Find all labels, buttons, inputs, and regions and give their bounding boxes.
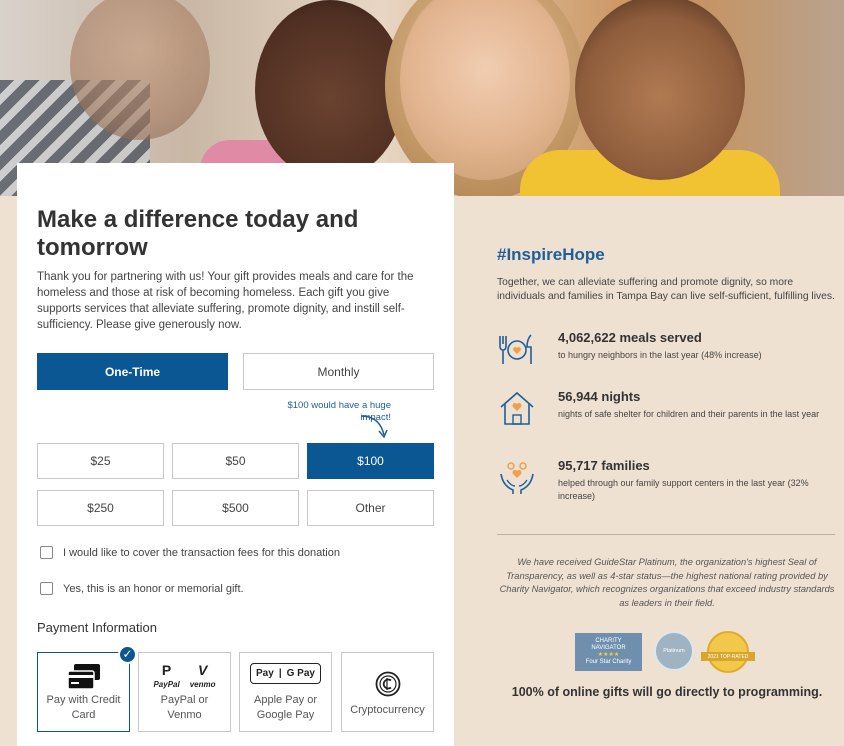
honor-gift-checkbox-row[interactable] <box>40 582 244 595</box>
rating-badges <box>575 629 757 677</box>
hero-child-background <box>70 0 210 140</box>
stat-families-headline: 95,717 families <box>558 458 650 473</box>
hero-child-face <box>575 0 745 180</box>
google-pay-logo-text: G Pay <box>286 668 315 679</box>
closing-statement: 100% of online gifts will go directly to programming. <box>511 685 823 699</box>
payment-heading: Payment Information <box>37 620 157 635</box>
amount-other-button[interactable]: Other <box>307 490 434 526</box>
impact-hint: $100 would have a huge impact! <box>287 400 391 423</box>
inspire-hashtag: #InspireHope <box>497 245 605 264</box>
apple-pay-logo-text: Pay <box>256 668 274 679</box>
stat-nights-detail: nights of safe shelter for children and their parents in the last year <box>558 409 820 419</box>
family-hands-icon <box>497 458 537 498</box>
house-heart-icon <box>497 389 537 429</box>
stat-nights-headline: 56,944 nights <box>558 389 641 404</box>
pay-apple-google-option[interactable] <box>239 652 332 732</box>
amount-100-button[interactable]: $100 <box>307 443 434 479</box>
stat-meals-detail: to hungry neighbors in the last year (48% increase) <box>558 350 762 360</box>
frequency-monthly-button[interactable]: Monthly <box>243 353 434 390</box>
pay-apple-google-label: Apple Pay or Google Pay <box>254 694 317 721</box>
amount-250-button[interactable]: $250 <box>37 490 164 526</box>
cover-fees-checkbox-row[interactable] <box>40 546 340 559</box>
stat-meals-headline: 4,062,622 meals served <box>558 330 702 345</box>
pay-crypto-label: Cryptocurrency <box>350 703 425 716</box>
frequency-one-time-button[interactable]: One-Time <box>37 353 228 390</box>
guidestar-platinum-seal: Platinum <box>654 631 694 671</box>
pay-paypal-venmo-option[interactable] <box>138 652 231 732</box>
paypal-logo-text: PayPal <box>153 680 180 689</box>
donation-intro: Thank you for partnering with us! Your gift provides meals and care for the homeless and those at risk of becoming homeless. Each gift you give supports services that alleviate suffering, promote dignity, and instill self-sufficiency. Please give generously now. <box>37 271 414 331</box>
donation-form-card <box>17 163 454 746</box>
hero-child-face <box>255 0 405 180</box>
pay-credit-card-label: Pay with Credit Card <box>46 694 121 721</box>
amount-50-button[interactable]: $50 <box>172 443 299 479</box>
inspire-lead: Together, we can alleviate suffering and promote dignity, so more individuals and families in Tampa Bay can live self-sufficient, fulfilling lives. <box>497 277 835 302</box>
pay-crypto-option[interactable] <box>341 652 434 732</box>
great-nonprofits-badge: 2021 TOP-RATED <box>701 629 755 675</box>
venmo-logo-text: venmo <box>189 680 216 689</box>
apple-google-pay-icon: Pay | G Pay <box>240 663 331 684</box>
section-divider <box>497 534 835 535</box>
cover-fees-label: I would like to cover the transaction fees for this donation <box>63 546 340 559</box>
honor-gift-label: Yes, this is an honor or memorial gift. <box>63 582 244 595</box>
honor-gift-checkbox[interactable] <box>40 582 53 595</box>
curved-arrow-icon <box>357 408 393 444</box>
charity-navigator-badge: CHARITY NAVIGATOR ★★★★ Four Star Charity <box>575 633 642 671</box>
cover-fees-checkbox[interactable] <box>40 546 53 559</box>
pay-paypal-venmo-label: PayPal or Venmo <box>160 694 209 721</box>
paypal-venmo-icon: P PayPal V venmo <box>139 663 230 692</box>
donation-title: Make a difference today and tomorrow <box>37 206 359 261</box>
meal-icon <box>497 330 537 370</box>
credit-card-icon <box>38 663 129 691</box>
selected-check-icon: ✓ <box>118 645 137 664</box>
ratings-quote: We have received GuideStar Platinum, the organization's highest Seal of Transparency, as well as 4-star status—the highest national rating provided by Charity Navigator, which recognizes organizations that exceed industry standards as leaders in their field. <box>499 557 835 608</box>
pay-credit-card-option[interactable] <box>37 647 133 732</box>
crypto-icon <box>342 671 433 697</box>
stat-families-detail: helped through our family support centers in the last year (32% increase) <box>558 478 809 501</box>
amount-500-button[interactable]: $500 <box>172 490 299 526</box>
amount-25-button[interactable]: $25 <box>37 443 164 479</box>
